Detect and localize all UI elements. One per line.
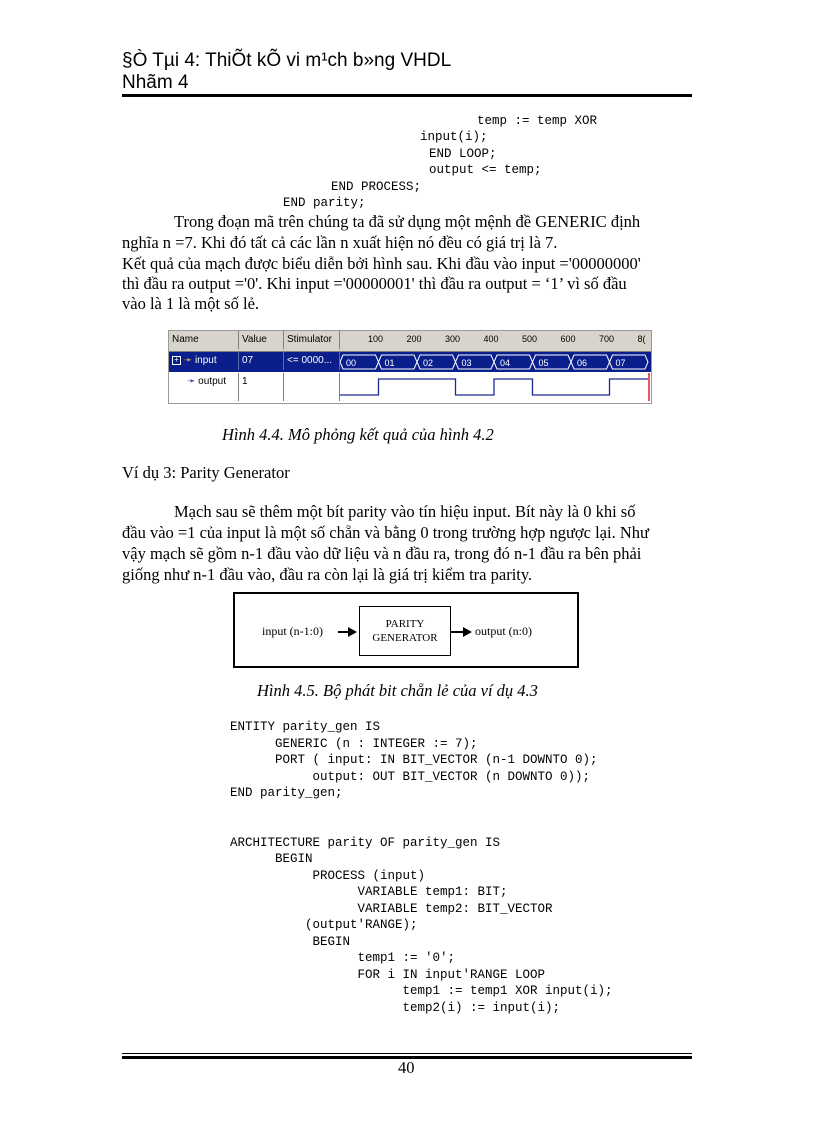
page-number: 40 <box>398 1058 415 1077</box>
parity-generator-diagram <box>233 592 579 668</box>
expand-icon: + <box>172 356 181 365</box>
block-label-line1: PARITY <box>385 618 425 630</box>
code-line: output: OUT BIT_VECTOR (n DOWNTO 0)); <box>230 769 591 784</box>
code-line: PORT ( input: IN BIT_VECTOR (n-1 DOWNTO 0); <box>230 753 598 767</box>
simulation-waveform <box>168 330 652 404</box>
output-waveform <box>340 373 651 401</box>
header-rule <box>122 94 692 97</box>
code-line: temp := temp XOR <box>477 114 598 128</box>
signal-label: output <box>198 376 226 387</box>
input-pin-icon: ➛ <box>183 355 193 366</box>
code-line: GENERIC (n : INTEGER := 7); <box>230 736 478 751</box>
code-line: END parity_gen; <box>230 786 343 800</box>
paragraph-line: Trong đoạn mã trên chúng ta đã sử dụng một mệnh đề GENERIC định <box>174 212 641 231</box>
output-pin-icon: ➛ <box>187 376 196 387</box>
code-line: temp2(i) := input(i); <box>230 1000 561 1015</box>
paragraph-line: giống như n-1 đầu vào, đầu ra còn lại là giá trị kiểm tra parity. <box>122 565 533 584</box>
time-tick-label: 700 <box>599 334 615 344</box>
code-line: temp1 := '0'; <box>230 951 456 965</box>
code-line: END LOOP; <box>429 147 497 161</box>
output-arrow-icon <box>463 627 472 637</box>
paragraph-line: vậy mạch sẽ gồm n-1 đầu vào dữ liệu và n đầu ra, trong đó n-1 đầu ra bên phải <box>122 544 642 563</box>
time-tick-label: 8( <box>637 334 646 344</box>
figure-caption: Hình 4.5. Bộ phát bit chẵn lẻ của ví dụ 4.3 <box>257 681 538 700</box>
code-line: FOR i IN input'RANGE LOOP <box>230 967 546 982</box>
code-line: END parity; <box>283 196 366 210</box>
paragraph-line: nghĩa n =7. Khi đó tất cả các lần n xuất hiện nó đều có giá trị là 7. <box>122 233 558 252</box>
diagram-output-label: output (n:0) <box>475 624 532 638</box>
code-line: BEGIN <box>230 934 351 949</box>
example-heading: Ví dụ 3: Parity Generator <box>122 463 290 482</box>
code-line <box>230 818 613 835</box>
input-bus-waveform <box>340 352 651 372</box>
signal-stimulator-output <box>284 373 340 401</box>
paragraph-line: Kết quả của mạch được biểu diễn bởi hình sau. Khi đầu vào input ='00000000' <box>122 254 641 273</box>
output-signal-trace <box>340 379 648 395</box>
waveform-header <box>169 331 651 352</box>
column-header-value: Value <box>239 331 284 349</box>
paragraph-line: thì đầu ra output ='0'. Khi input ='00000001' thì đầu ra output = ‘1’ vì số đầu <box>122 274 627 293</box>
code-line: (output'RANGE); <box>230 918 418 932</box>
column-header-stimulator: Stimulator <box>284 331 340 349</box>
code-block <box>230 719 613 1016</box>
parity-generator-block <box>359 606 451 656</box>
code-line: PROCESS (input) <box>230 868 426 883</box>
paragraph-line: vào là 1 là một số lẻ. <box>122 294 260 313</box>
code-line: END PROCESS; <box>331 180 422 194</box>
bus-value-label: 04 <box>500 358 511 368</box>
paragraph-line: Mạch sau sẽ thêm một bít parity vào tín hiệu input. Bít này là 0 khi số <box>174 502 636 521</box>
input-arrow-icon <box>348 627 357 637</box>
bus-value-label: 00 <box>346 358 357 368</box>
column-header-name: Name <box>169 331 239 349</box>
diagram-input-label: input (n-1:0) <box>262 624 323 638</box>
signal-stimulator-input: <= 0000... <box>284 352 340 370</box>
footer-rule-thin <box>122 1053 692 1054</box>
bus-value-label: 02 <box>423 358 434 368</box>
signal-name-input <box>169 352 239 370</box>
code-line: BEGIN <box>230 852 313 866</box>
time-tick-label: 400 <box>483 334 499 344</box>
block-label-line2: GENERATOR <box>372 632 438 644</box>
bus-value-label: 01 <box>384 358 395 368</box>
time-tick-label: 200 <box>406 334 422 344</box>
time-axis <box>340 331 651 349</box>
paragraph-line: đầu vào =1 của input là một số chẵn và bằng 0 trong trường hợp ngược lại. Như <box>122 523 649 542</box>
code-line: ARCHITECTURE parity OF parity_gen IS <box>230 835 501 850</box>
bus-value-label: 07 <box>615 358 626 368</box>
code-line: VARIABLE temp2: BIT_VECTOR <box>230 901 553 916</box>
time-tick-label: 600 <box>560 334 576 344</box>
signal-name-output <box>169 373 239 401</box>
bus-value-label: 06 <box>577 358 588 368</box>
code-line: input(i); <box>420 130 488 144</box>
signal-row-output <box>169 373 651 401</box>
running-header-group: Nhãm 4 <box>122 72 189 93</box>
bus-value-label: 05 <box>538 358 549 368</box>
signal-row-input <box>169 352 651 372</box>
signal-label: input <box>194 355 217 366</box>
bus-value-label: 03 <box>461 358 472 368</box>
signal-value-output: 1 <box>239 373 284 401</box>
code-line <box>230 802 613 819</box>
code-line: output <= temp; <box>429 163 542 177</box>
figure-caption: Hình 4.4. Mô phỏng kết quả của hình 4.2 <box>222 425 494 444</box>
code-line: temp1 := temp1 XOR input(i); <box>230 984 613 998</box>
signal-value-input: 07 <box>239 352 284 370</box>
code-line: ENTITY parity_gen IS <box>230 720 381 734</box>
time-tick-label: 100 <box>368 334 384 344</box>
time-tick-label: 300 <box>445 334 461 344</box>
running-header-title: §Ò Tµi 4: ThiÕt kÕ vi m¹ch b»ng VHDL <box>122 50 452 71</box>
time-tick-label: 500 <box>522 334 538 344</box>
code-line: VARIABLE temp1: BIT; <box>230 885 508 899</box>
